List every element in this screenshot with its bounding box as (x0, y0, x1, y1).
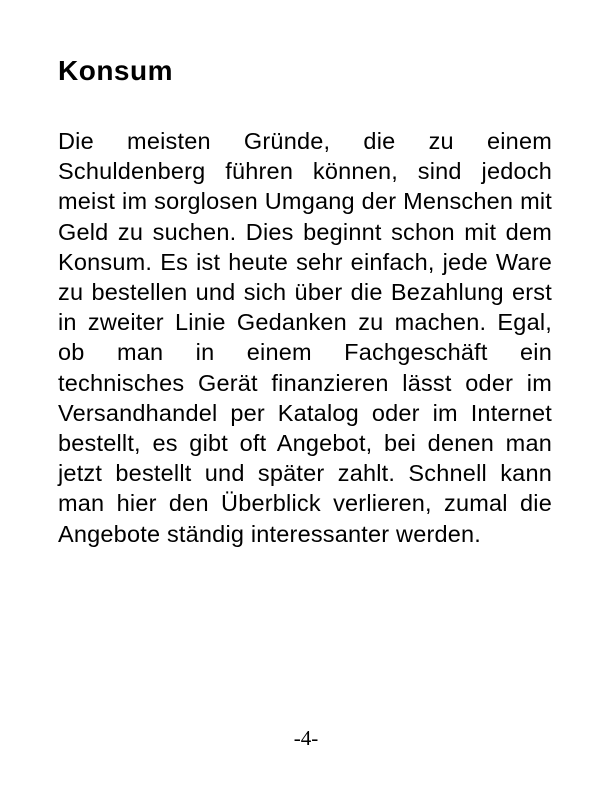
section-heading: Konsum (58, 55, 173, 86)
page-number: -4- (293, 726, 319, 750)
body-paragraph: Die meisten Gründe, die zu einem Schuldenberg führen können, sind jedoch meist im sorglosen Umgang der Menschen mit Geld zu suchen. Dies beginnt schon mit dem Konsum. Es ist heute sehr einfach, jede Ware zu bestellen und sich über die Bezahlung erst in zweiter Linie Gedanken zu machen. Egal, ob man in einem Fachgeschäft ein technisches Gerät finanzieren lässt oder im Versandhandel per Katalog oder im Internet bestellt, es gibt oft Angebot, bei denen man jetzt bestellt und später zahlt. Schnell kann man hier den Überblick verlieren, zumal die Angebote ständig interessanter werden. (58, 128, 552, 547)
